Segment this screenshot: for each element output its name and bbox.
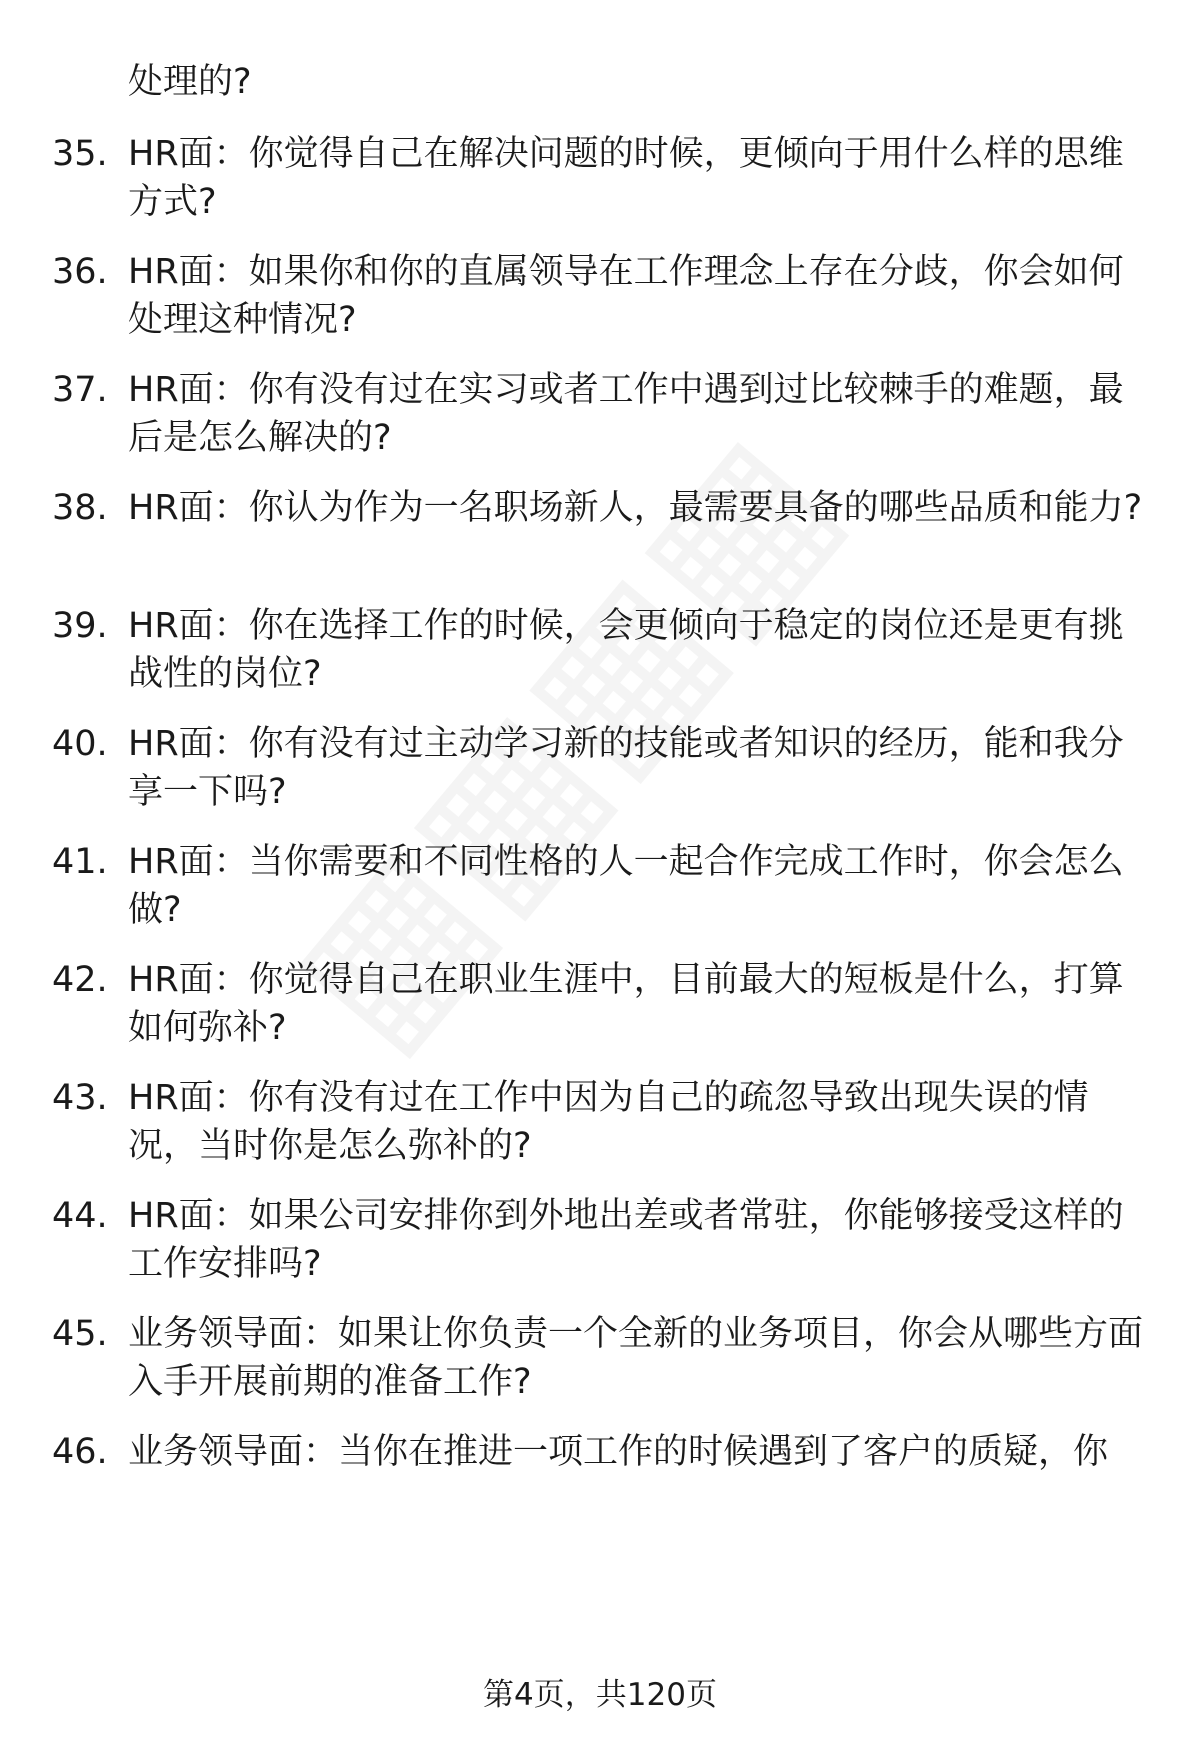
question-text: HR面：你有没有过在实习或者工作中遇到过比较棘手的难题，最后是怎么解决的? [128,370,1124,458]
question-text: 业务领导面：当你在推进一项工作的时候遇到了客户的质疑，你 [128,1432,1109,1472]
continued-question-text: 处理的? [128,62,252,102]
question-text: HR面：你有没有过主动学习新的技能或者知识的经历，能和我分享一下吗? [128,724,1124,812]
question-number: 41. [52,842,108,882]
question-number: 45. [52,1314,108,1354]
question-number: 40. [52,724,108,764]
question-text: 业务领导面：如果让你负责一个全新的业务项目，你会从哪些方面入手开展前期的准备工作? [128,1314,1144,1402]
question-number: 36. [52,252,108,292]
question-text: HR面：你有没有过在工作中因为自己的疏忽导致出现失误的情况，当时你是怎么弥补的? [128,1078,1089,1166]
question-text: HR面：当你需要和不同性格的人一起合作完成工作时，你会怎么做? [128,842,1124,930]
question-number: 39. [52,606,108,646]
question-text: HR面：如果你和你的直属领导在工作理念上存在分歧，你会如何处理这种情况? [128,252,1124,340]
question-number: 43. [52,1078,108,1118]
question-text: HR面：如果公司安排你到外地出差或者常驻，你能够接受这样的工作安排吗? [128,1196,1124,1284]
question-number: 46. [52,1432,108,1472]
question-text: HR面：你在选择工作的时候，会更倾向于稳定的岗位还是更有挑战性的岗位? [128,606,1124,694]
question-text: HR面：你认为作为一名职场新人，最需要具备的哪些品质和能力? [128,488,1143,528]
question-number: 35. [52,134,108,174]
question-number: 44. [52,1196,108,1236]
question-text: HR面：你觉得自己在解决问题的时候，更倾向于用什么样的思维方式? [128,134,1124,222]
question-number: 37. [52,370,108,410]
question-number: 38. [52,488,108,528]
page-footer: 第4页，共120页 [483,1677,717,1713]
question-text: HR面：你觉得自己在职业生涯中，目前最大的短板是什么，打算如何弥补? [128,960,1124,1048]
question-number: 42. [52,960,108,1000]
